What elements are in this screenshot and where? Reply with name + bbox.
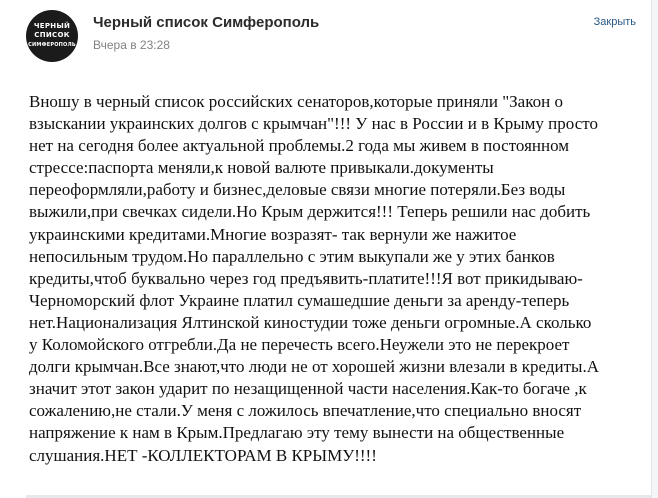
group-name-link[interactable]: Черный список Симферополь xyxy=(93,14,320,31)
post-text-line: стрессе:паспорта меняли,к новой валюте привыкали.документы xyxy=(29,158,494,178)
post-text-line: у Коломойского отгребли.Да не перечесть всего.Неужели это не перекроет xyxy=(29,335,570,355)
post-text-line: кредиты,чтоб буквально через год предъявить-платите!!!Я вот прикидываю- xyxy=(29,268,583,288)
post-text-line: непосильным трудом.Но параллельно с этим выкупали же у этих банков xyxy=(29,246,555,266)
post-text-line: сожалению,не стали.У меня с ложилось впечатление,что специально вносят xyxy=(29,401,582,421)
post-timestamp[interactable]: Вчера в 23:28 xyxy=(93,38,170,52)
avatar-logo-line-2: СПИСОК xyxy=(34,31,70,39)
scrollbar-track[interactable] xyxy=(651,0,658,498)
post-text-line: выжили,при свечках сидели.Но Крым держится!!! Теперь решили нас добить xyxy=(29,202,591,222)
avatar-logo-line-3: СИМФЕРОПОЛЬ xyxy=(28,42,76,48)
close-button[interactable]: Закрыть xyxy=(593,16,636,28)
avatar-logo-line-1: ЧЕРНЫЙ xyxy=(33,22,71,30)
post-text-line: нет.Национализация Ялтинской киностудии тоже деньги огромные.А сколько xyxy=(29,312,592,332)
post-text-line: украинскими кредитами.Многие возразят- так вернули же нажитое xyxy=(29,224,517,244)
post-text-line: значит этот закон ударит по незащищенной части населения.Как-то богаче ,к xyxy=(29,379,587,399)
group-avatar[interactable] xyxy=(26,10,78,62)
post-text-line: напряжение к нам в Крым.Предлагаю эту тему вынести на общественные xyxy=(29,423,565,443)
post-text-line: долги крымчан.Все знают,что люди не от хорошей жизни влезали в кредиты.А xyxy=(29,357,600,377)
post-text-line: взыскании украинских долгов с крымчан"!!! У нас в России и в Крыму просто xyxy=(29,114,598,134)
post-text-line: нет на сегодня более актуальной проблемы.2 года мы живем в постоянном xyxy=(29,136,570,156)
post-text xyxy=(29,91,639,467)
post-header xyxy=(26,6,646,66)
post-text-line: Вношу в черный список российских сенаторов,которые приняли "Закон о xyxy=(29,92,563,111)
post-text-line: переоформляли,работу и бизнес,деловые связи многие потеряли.Без воды xyxy=(29,180,566,200)
post-text-line: Черноморский флот Украине платил сумашедшие деньги за аренду-теперь xyxy=(29,290,570,310)
post-text-line: слушания.НЕТ -КОЛЛЕКТОРАМ В КРЫМУ!!!! xyxy=(29,445,377,465)
